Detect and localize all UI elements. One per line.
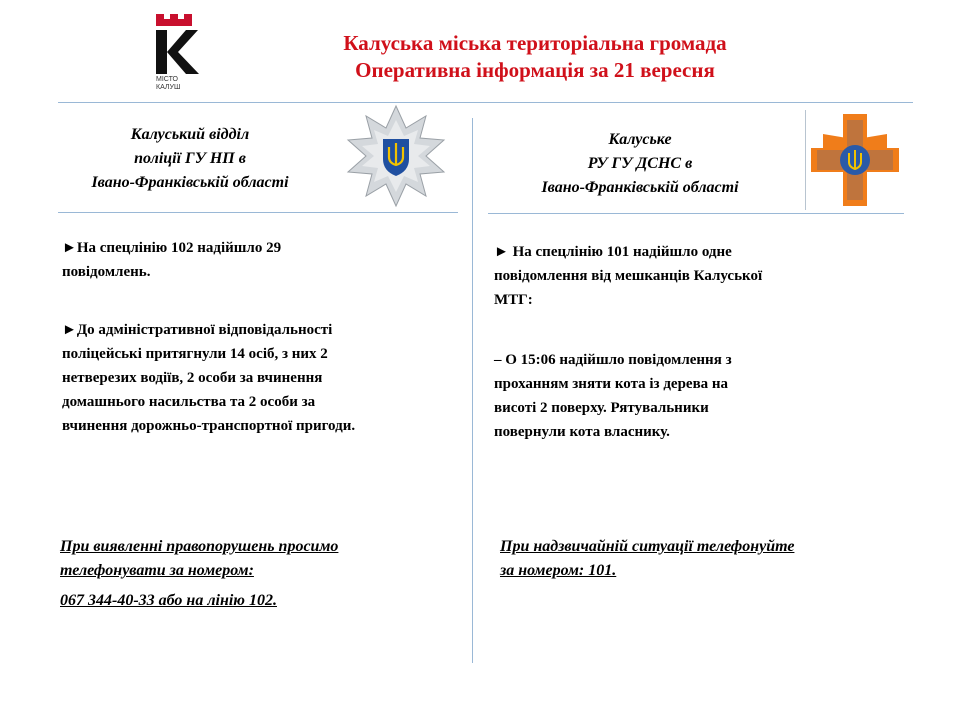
dsns-footer-line2: за номером: 101. [500,562,617,579]
police-p2-line5: вчинення дорожньо-транспортної пригоди. [62,418,356,434]
police-star-emblem-icon [343,104,449,208]
police-dept-line3: Івано-Франківській області [91,174,289,191]
dsns-p1-line2: повідомлення від мешканців Калуської [494,268,763,284]
dsns-p1-line1: ► На спецлінію 101 надійшло одне [494,244,732,260]
police-p2-line4: домашнього насильства та 2 особи за [62,394,316,410]
police-p2-line1: ►До адміністративної відповідальності [62,322,333,338]
dsns-footer-line1: При надзвичайній ситуації телефонуйте [500,538,795,555]
logo-caption [156,76,206,92]
police-footer-line2: телефонувати за номером: [60,562,254,579]
dsns-dept-line2: РУ ГУ ДСНС в [587,155,693,172]
dsns-p2-line1: – О 15:06 надійшло повідомлення з [494,352,732,368]
dsns-dept-line3: Івано-Франківській області [541,179,739,196]
police-footer-phone: 067 344-40-33 або на лінію 102. [60,592,277,609]
police-p2-line2: поліцейські притягнули 14 осіб, з них 2 [62,346,328,362]
dsns-dept-line1: Калуське [608,131,672,148]
police-paragraph-2 [62,318,462,438]
police-paragraph-1 [62,236,452,284]
police-p2-line3: нетверезих водіїв, 2 особи за вчинення [62,370,323,386]
police-contact-footer [60,535,460,613]
police-dept-line2: поліції ГУ НП в [134,150,246,167]
police-header-divider [58,212,458,213]
header-divider [58,102,913,103]
dsns-paragraph-1 [494,240,874,312]
dsns-header-divider [488,213,904,214]
dsns-p2-line3: висоті 2 поверху. Рятувальники [494,400,709,416]
police-dept-name [40,123,340,195]
dsns-p1-line3: МТГ: [494,292,533,308]
column-divider [472,118,473,663]
logo-caption-line2: КАЛУШ [156,84,181,91]
dsns-dept-name [490,128,790,200]
kalush-k-logo-icon [150,10,206,80]
dsns-p2-line4: повернули кота власнику. [494,424,670,440]
police-p1-line2: повідомлень. [62,264,151,280]
police-dept-line1: Калуський відділ [130,126,250,143]
title-line2: Оперативна інформація за 21 вересня [355,58,715,82]
police-p1-line1: ►На спецлінію 102 надійшло 29 [62,240,282,256]
dsns-emblem [805,110,904,210]
page-title [230,30,840,84]
logo-caption-line1: МІСТО [156,76,179,83]
dsns-paragraph-2 [494,348,874,444]
police-emblem [343,104,449,208]
title-line1: Калуська міська територіальна громада [343,31,727,55]
dsns-cross-emblem-icon [806,110,904,210]
dsns-contact-footer [500,535,910,583]
police-footer-line1: При виявленні правопорушень просимо [60,538,339,555]
dsns-p2-line2: проханням зняти кота із дерева на [494,376,729,392]
